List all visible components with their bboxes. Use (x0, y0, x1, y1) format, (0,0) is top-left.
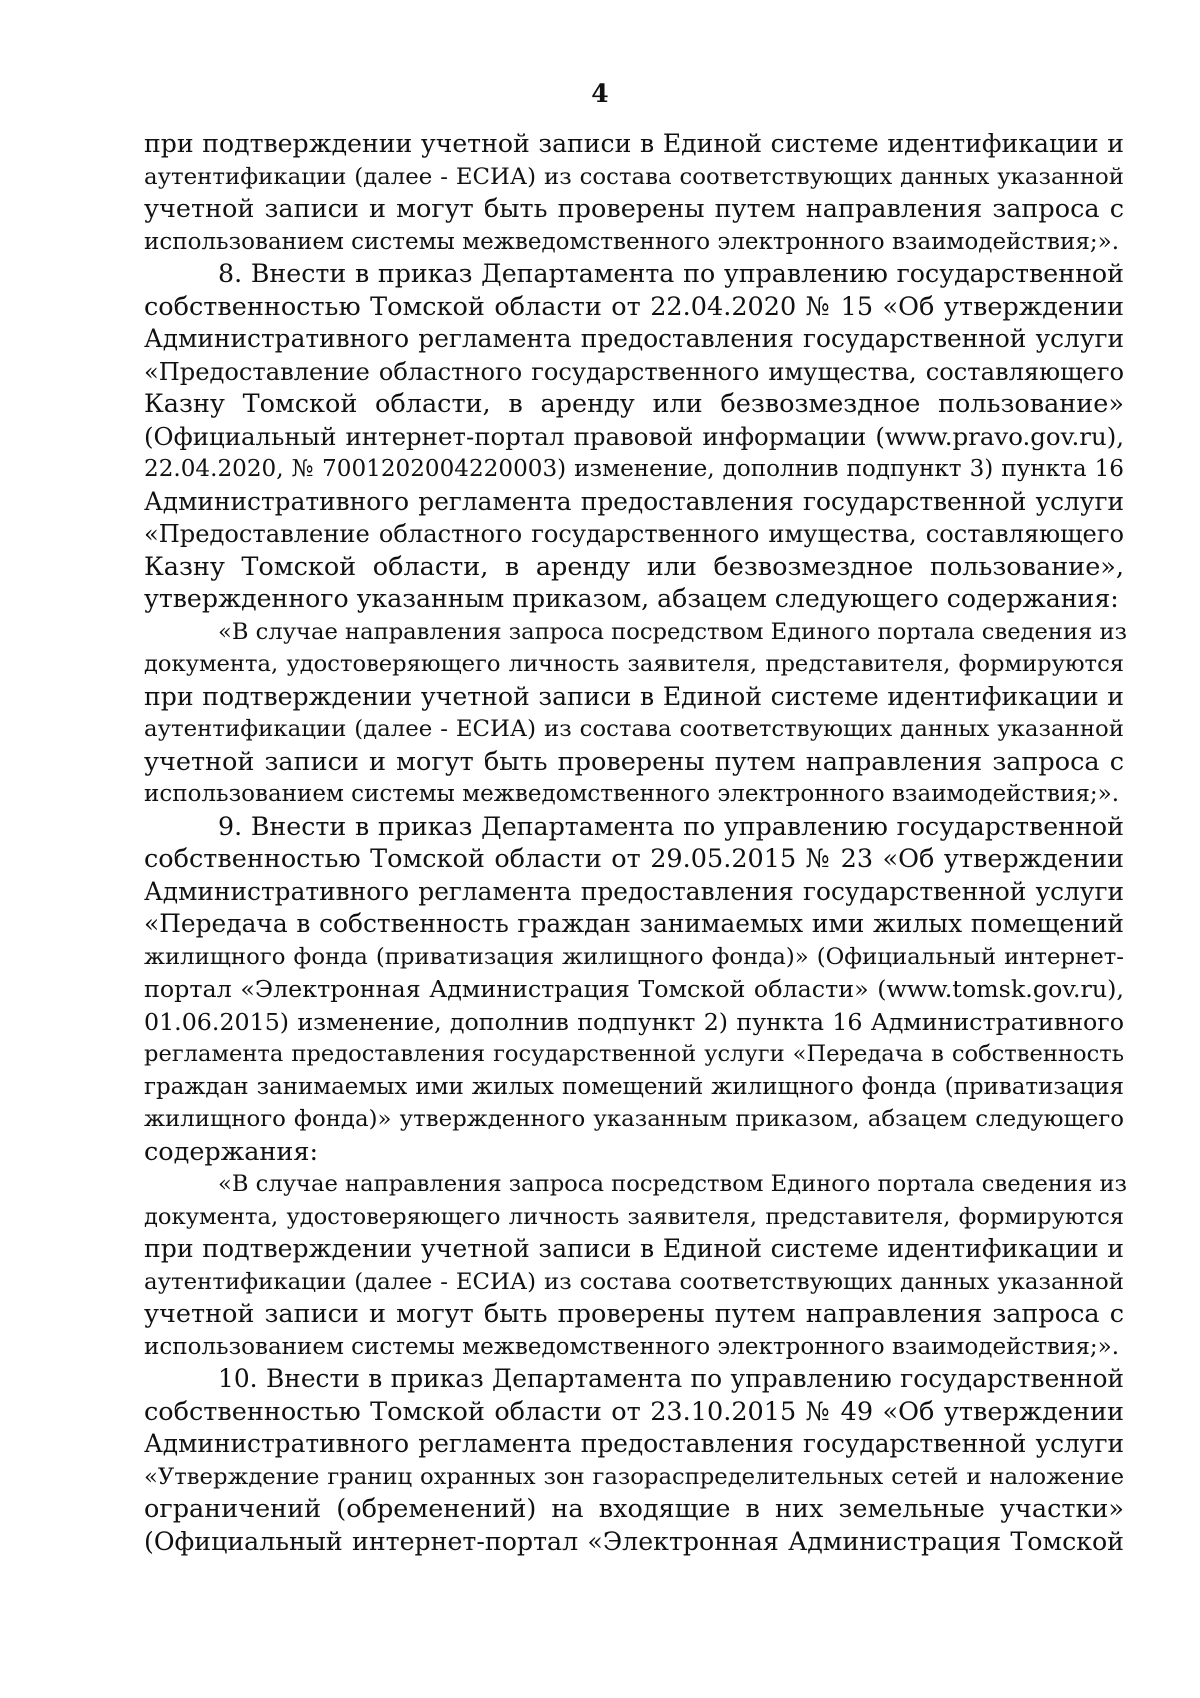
text-line: Административного регламента предоставления государственной услуги (144, 486, 1124, 516)
text-line: 01.06.2015) изменение, дополнив подпункт 2) пункта 16 Административного (144, 1007, 1124, 1036)
text-line: 9. Внести в приказ Департамента по управлению государственной (218, 811, 1124, 841)
text-line: аутентификации (далее - ЕСИА) из состава соответствующих данных указанной (144, 1268, 1124, 1295)
text-line: собственностью Томской области от 29.05.2015 № 23 «Об утверждении (144, 844, 1124, 874)
text-line: граждан занимаемых ими жилых помещений жилищного фонда (приватизация (144, 1073, 1124, 1100)
text-line: аутентификации (далее - ЕСИА) из состава соответствующих данных указанной (144, 163, 1124, 190)
text-line: «В случае направления запроса посредством Единого портала сведения из (218, 618, 1127, 645)
text-line: ограничений (обременений) на входящие в них земельные участки» (144, 1494, 1124, 1524)
text-line: «Предоставление областного государственного имущества, составляющего (144, 520, 1124, 548)
text-line: учетной записи и могут быть проверены путем направления запроса с (144, 1299, 1124, 1329)
text-line: использованием системы межведомственного электронного взаимодействия;». (144, 781, 1120, 807)
text-line: документа, удостоверяющего личность заявителя, представителя, формируются (144, 651, 1124, 677)
text-line: Казну Томской области, в аренду или безвозмездное пользование» (144, 389, 1124, 419)
text-line: собственностью Томской области от 23.10.2015 № 49 «Об утверждении (144, 1396, 1124, 1427)
text-line: «В случае направления запроса посредством Единого портала сведения из (218, 1171, 1127, 1197)
text-line: «Утверждение границ охранных зон газораспределительных сетей и наложение (144, 1463, 1124, 1490)
text-line: использованием системы межведомственного электронного взаимодействия;». (144, 1333, 1120, 1360)
text-line: жилищного фонда (приватизация жилищного фонда)» (Официальный интернет- (144, 943, 1124, 970)
text-line: 8. Внести в приказ Департамента по управлению государственной (218, 259, 1124, 288)
text-line: учетной записи и могут быть проверены путем направления запроса с (144, 194, 1124, 224)
page-number: 4 (591, 79, 609, 108)
document-body (144, 128, 1127, 1558)
text-line: аутентификации (далее - ЕСИА) из состава соответствующих данных указанной (144, 716, 1124, 742)
text-line: учетной записи и могут быть проверены путем направления запроса с (144, 746, 1124, 777)
text-line: собственностью Томской области от 22.04.2020 № 15 «Об утверждении (144, 291, 1124, 322)
text-line: документа, удостоверяющего личность заявителя, представителя, формируются (144, 1203, 1124, 1230)
text-line: утвержденного указанным приказом, абзацем следующего содержания: (144, 584, 1119, 613)
text-line: Казну Томской области, в аренду или безвозмездное пользование», (144, 551, 1124, 582)
text-line: 22.04.2020, № 7001202004220003) изменение, дополнив подпункт 3) пункта 16 (144, 456, 1124, 482)
text-line: использованием системы межведомственного электронного взаимодействия;». (144, 228, 1120, 255)
text-line: «Предоставление областного государственного имущества, составляющего (144, 357, 1124, 386)
text-line: Административного регламента предоставления государственной услуги (144, 324, 1124, 353)
text-line: жилищного фонда)» утвержденного указанным приказом, абзацем следующего (144, 1106, 1124, 1132)
text-line: (Официальный интернет-портал правовой информации (www.pravo.gov.ru), (144, 421, 1124, 451)
text-line: регламента предоставления государственной услуги «Передача в собственность (144, 1041, 1124, 1067)
text-line: содержания: (144, 1136, 319, 1167)
text-line: Административного регламента предоставления государственной услуги (144, 876, 1124, 906)
text-line: при подтверждении учетной записи в Единой системе идентификации и (144, 1234, 1124, 1263)
text-line: (Официальный интернет-портал «Электронная Администрация Томской (144, 1526, 1124, 1556)
text-line: при подтверждении учетной записи в Единой системе идентификации и (144, 129, 1124, 158)
text-line: при подтверждении учетной записи в Единой системе идентификации и (144, 681, 1124, 711)
text-line: Административного регламента предоставления государственной услуги (144, 1429, 1124, 1458)
text-line: 10. Внести в приказ Департамента по управлению государственной (218, 1364, 1124, 1393)
text-line: портал «Электронная Администрация Томской области» (www.tomsk.gov.ru), (144, 975, 1124, 1003)
text-line: «Передача в собственность граждан занимаемых ими жилых помещений (144, 909, 1124, 938)
